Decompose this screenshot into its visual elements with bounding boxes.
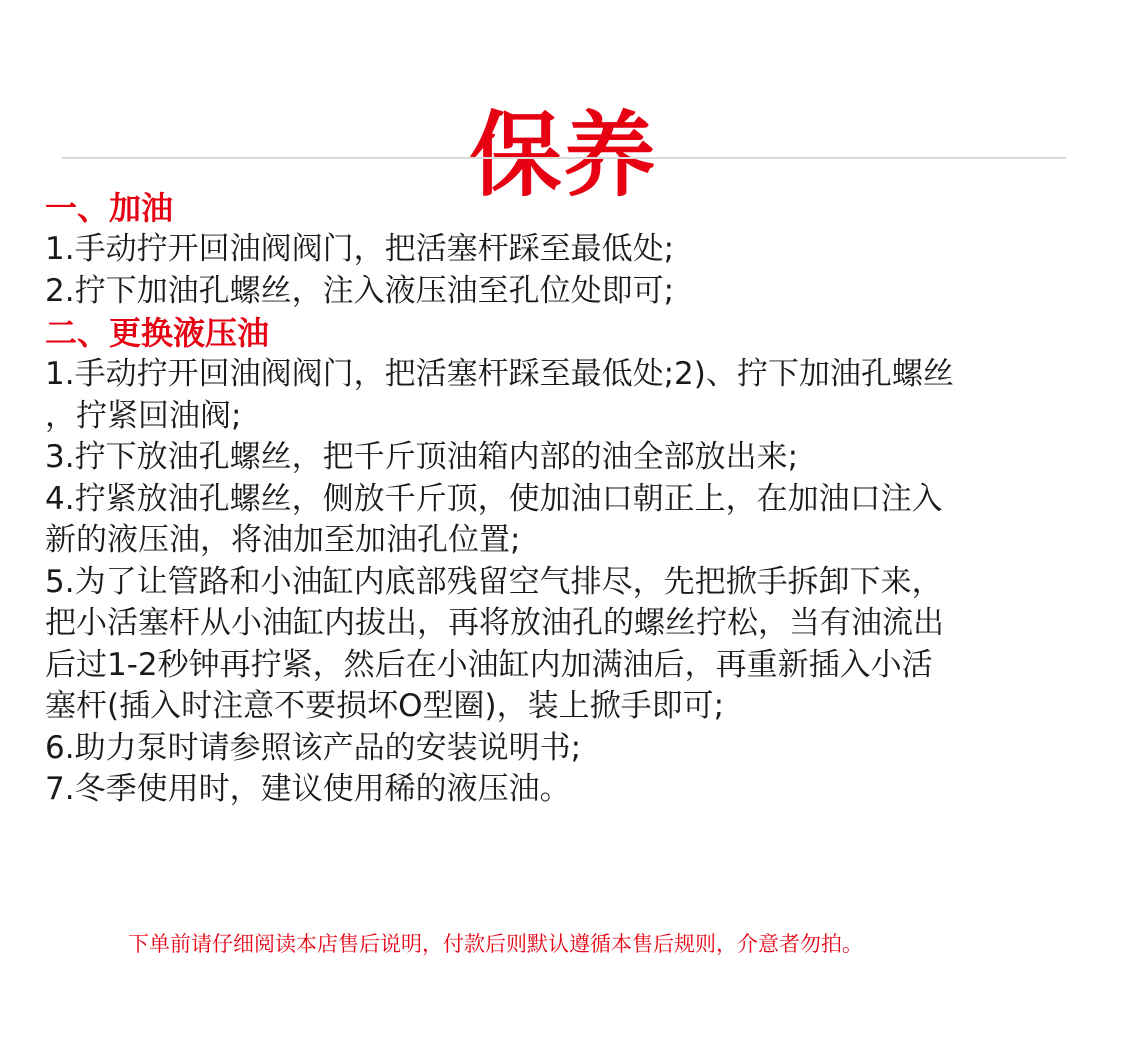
refuel-step-1: 1.手动拧开回油阀阀门，把活塞杆踩至最低处;	[45, 231, 675, 267]
replace-line-7: 把小活塞杆从小油缸内拔出，再将放油孔的螺丝拧松，当有油流出	[45, 605, 944, 641]
page-title: 保养	[469, 101, 658, 209]
section-replace-oil	[45, 312, 1085, 811]
replace-line-4: 4.拧紧放油孔螺丝，侧放千斤顶，使加油口朝正上，在加油口注入	[45, 480, 943, 517]
replace-line-3: 3.拧下放油孔螺丝，把千斤顶油箱内部的油全部放出来;	[45, 439, 799, 475]
replace-line-10: 6.助力泵时请参照该产品的安装说明书;	[45, 729, 582, 766]
replace-line-2: ，拧紧回油阀;	[45, 397, 242, 434]
section-heading-replace-oil: 二、更换液压油	[45, 314, 270, 352]
footer-notice: 下单前请仔细阅读本店售后说明，付款后则默认遵循本售后规则，介意者勿拍。	[128, 932, 863, 956]
replace-line-5: 新的液压油，将油加至加油孔位置;	[45, 522, 521, 558]
replace-line-9: 塞杆(插入时注意不要损坏O型圈)，装上掀手即可;	[45, 688, 725, 724]
refuel-step-2: 2.拧下加油孔螺丝，注入液压油至孔位处即可;	[45, 272, 675, 309]
title-divider	[62, 157, 1066, 159]
replace-line-8: 后过1-2秒钟再拧紧，然后在小油缸内加满油后，再重新插入小活	[45, 646, 933, 683]
replace-line-11: 7.冬季使用时，建议使用稀的液压油。	[45, 771, 571, 807]
replace-line-1: 1.手动拧开回油阀阀门，把活塞杆踩至最低处;2)、拧下加油孔螺丝	[45, 356, 954, 392]
section-heading-refuel: 一、加油	[45, 189, 174, 227]
section-refuel	[45, 187, 1085, 312]
content-body	[45, 187, 1085, 811]
replace-line-6: 5.为了让管路和小油缸内底部残留空气排尽，先把掀手拆卸下来，	[45, 563, 943, 600]
